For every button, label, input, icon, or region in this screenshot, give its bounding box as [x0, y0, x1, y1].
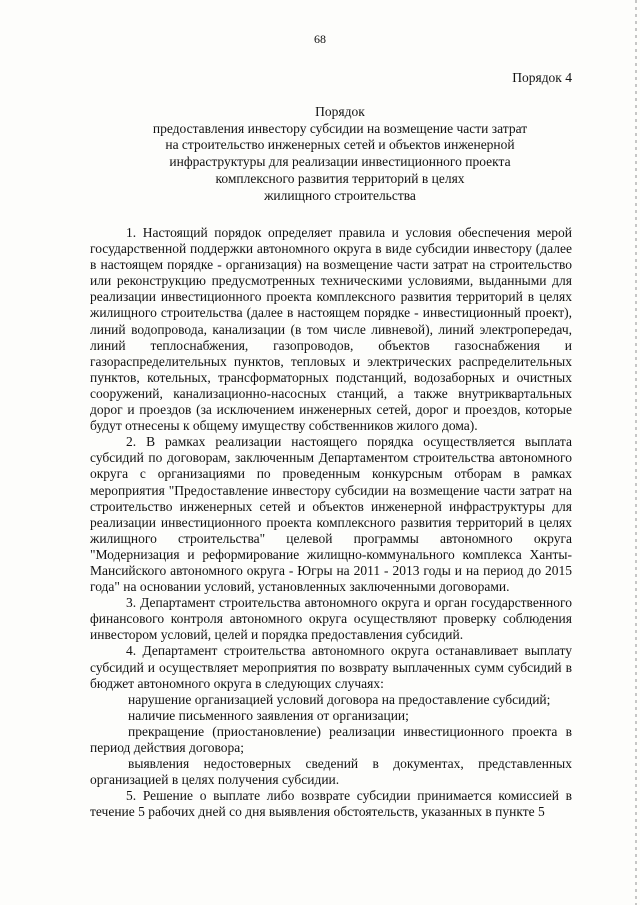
list-item: прекращение (приостановление) реализации инвестиционного проекта в период действия договора;: [90, 723, 572, 755]
scan-edge-marks: [635, 0, 637, 905]
page-number: 68: [314, 32, 326, 46]
paragraph-4: 4. Департамент строительства автономного округа останавливает выплату субсидий и осуществляет мероприятия по возврату выплаченных сумм субсидий в бюджет автономного округа в следующих случаях:: [90, 643, 572, 691]
title-line: предоставления инвестору субсидии на возмещение части затрат: [152, 120, 528, 136]
list-item: выявления недостоверных сведений в документах, представленных организацией в целях получения субсидии.: [90, 756, 572, 788]
title-line: жилищного строительства: [264, 187, 416, 203]
document-body: [90, 225, 572, 820]
list-item: наличие письменного заявления от организации;: [128, 707, 409, 723]
paragraph-5: 5. Решение о выплате либо возврате субсидии принимается комиссией в течение 5 рабочих дней со дня выявления обстоятельств, указанных в пункте 5: [90, 788, 572, 820]
paragraph-3: 3. Департамент строительства автономного округа и орган государственного финансового контроля автономного округа осуществляют проверку соблюдения инвестором условий, целей и порядка предоставления субсидий.: [90, 595, 572, 643]
order-label: Порядок 4: [512, 70, 572, 85]
title-line: инфраструктуры для реализации инвестиционного проекта: [169, 154, 511, 170]
title-line: на строительство инженерных сетей и объектов инженерной: [165, 137, 515, 153]
list-item: нарушение организацией условий договора на предоставление субсидий;: [128, 691, 551, 707]
document-title: [100, 104, 580, 204]
paragraph-2: 2. В рамках реализации настоящего порядка осуществляется выплата субсидий по договорам, заключенным Департаментом строительства автономного округа с организациями по проведенным конкурсным отборам в рамках мероприятия "Предоставление инвестору субсидии на возмещение части затрат на строительство инженерных сетей и объектов инженерной инфраструктуры для реализации инвестиционного проекта комплексного развития территорий в целях жилищного строительства" целевой программы автономного округа "Модернизация и реформирование жилищно-коммунального комплекса Ханты-Мансийского автономного округа - Югры на 2011 - 2013 годы и на период до 2015 года" на основании условий, установленных заключенными договорами.: [90, 434, 572, 595]
title-heading: Порядок: [315, 104, 365, 119]
title-line: комплексного развития территорий в целях: [215, 170, 465, 186]
paragraph-1: 1. Настоящий порядок определяет правила и условия обеспечения мерой государственной поддержки автономного округа в виде субсидии инвестору (далее в настоящем порядке - организация) на возмещение части затрат на строительство или реконструкцию предусмотренных техническими условиями, выданными для реализации инвестиционного проекта комплексного развития территорий в целях жилищного строительства (далее в настоящем порядке - инвестиционный проект), линий водопровода, канализации (в том числе ливневой), линий электропередач, линий теплоснабжения, газопроводов, объектов газоснабжения и газораспределительных пунктов, тепловых и электрических распределительных пунктов, котельных, трансформаторных подстанций, водозаборных и очистных сооружений, канализационно-насосных станций, а также внутриквартальных дорог и проездов (за исключением инженерных сетей, дорог и проездов, которые будут отнесены к общему имуществу собственников жилого дома).: [90, 225, 572, 434]
